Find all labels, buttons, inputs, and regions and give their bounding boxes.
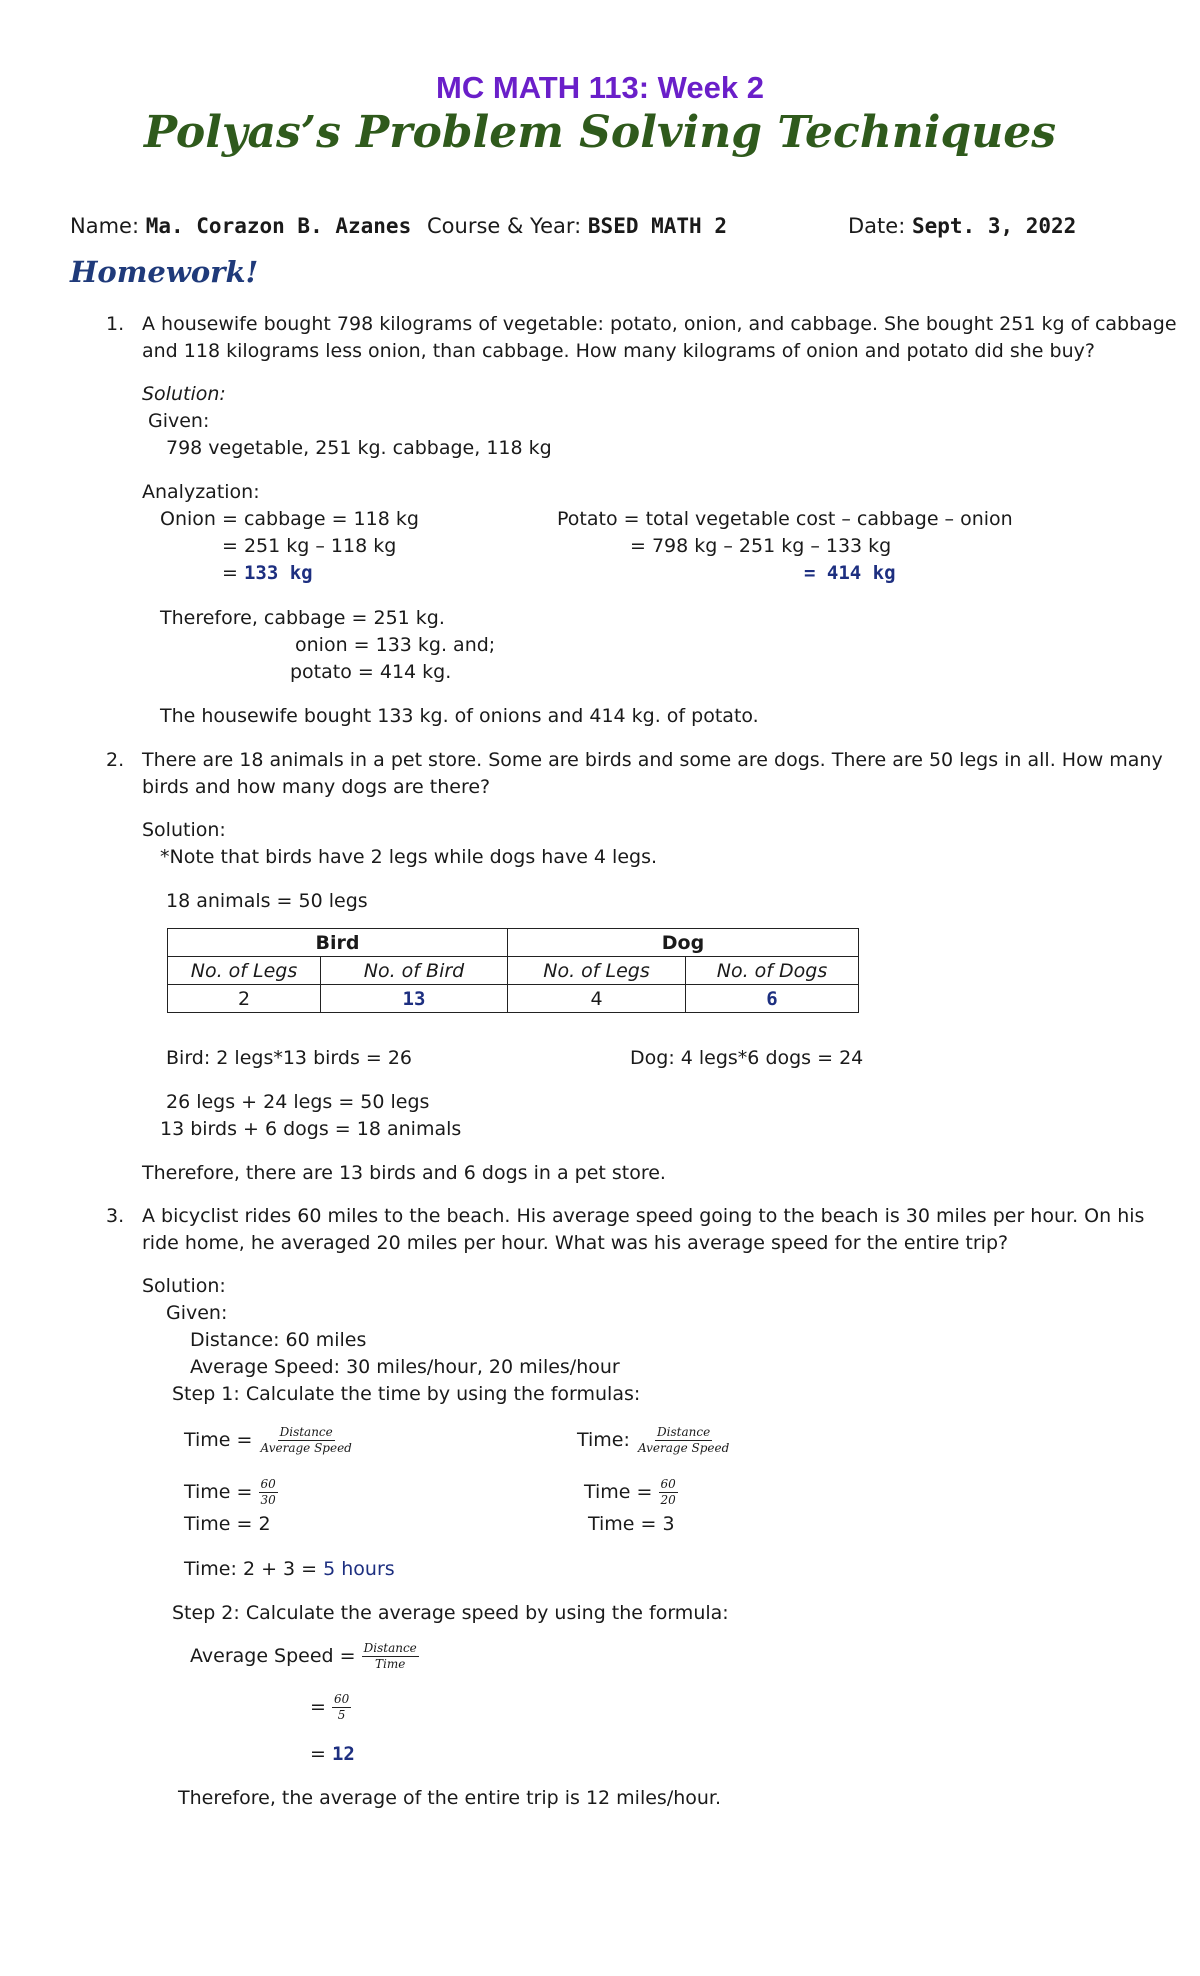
table-header-cell: No. of Bird — [321, 957, 508, 985]
q2-note: *Note that birds have 2 legs while dogs have 4 legs. — [160, 846, 658, 868]
q3-time-total — [184, 1559, 395, 1581]
sixty-over-twenty-fraction — [659, 1478, 678, 1507]
fraction-numerator: Distance — [362, 1642, 419, 1657]
q3-time-eq-label: Time = — [184, 1481, 253, 1504]
q2-text-line1: There are 18 animals in a pet store. Some are birds and some are dogs. There are 50 legs in all. How many — [142, 749, 1163, 771]
document-subtitle: Polyas’s Problem Solving Techniques — [143, 107, 1057, 158]
table-row — [168, 985, 859, 1013]
q1-potato-line2: = 798 kg – 251 kg – 133 kg — [630, 535, 892, 557]
q1-therefore-cabbage: Therefore, cabbage = 251 kg. — [160, 607, 445, 629]
q1-solution-label: Solution: — [142, 383, 226, 405]
q3-time-formula-2 — [577, 1426, 731, 1455]
q3-time-eq-label: Time = — [584, 1481, 653, 1504]
q1-potato-line1: Potato = total vegetable cost – cabbage – onion — [557, 508, 1013, 530]
q1-number: 1. — [106, 313, 125, 335]
fraction-denominator: Average Speed — [637, 1441, 730, 1456]
q3-step1: Step 1: Calculate the time by using the formulas: — [172, 1383, 641, 1405]
course-year-label: Course & Year: — [427, 214, 582, 238]
table-header-cell: No. of Legs — [508, 957, 686, 985]
course-year-value: BSED MATH 2 — [587, 214, 727, 238]
q3-speed-formula — [190, 1642, 419, 1671]
q1-analyzation-label: Analyzation: — [142, 481, 260, 503]
q3-speed-sub — [310, 1693, 351, 1722]
pet-store-table — [167, 928, 859, 1013]
q3-text-line2: ride home, he averaged 20 miles per hour. What was his average speed for the entire trip? — [142, 1232, 1009, 1254]
q3-time-result-1: Time = 2 — [184, 1513, 271, 1535]
q1-therefore-potato: potato = 414 kg. — [290, 661, 452, 683]
q1-onion-eq: = — [222, 562, 244, 584]
q3-given-label: Given: — [166, 1302, 228, 1324]
distance-over-speed-fraction — [636, 1426, 731, 1455]
course-year-field — [427, 214, 727, 238]
table-cell: 6 — [686, 985, 859, 1013]
fraction-numerator: 60 — [259, 1478, 278, 1493]
table-cell: 13 — [321, 985, 508, 1013]
fraction-denominator: 30 — [260, 1493, 276, 1508]
table-group-row — [168, 929, 859, 957]
q3-time-total-prefix: Time: 2 + 3 = — [184, 1558, 324, 1580]
q3-time-total-value: 5 hours — [323, 1558, 395, 1580]
q2-sum-legs: 26 legs + 24 legs = 50 legs — [166, 1091, 430, 1113]
fraction-denominator: Time — [375, 1657, 406, 1672]
fraction-numerator: 60 — [332, 1693, 351, 1708]
fraction-denominator: Average Speed — [260, 1441, 352, 1456]
distance-over-speed-fraction — [259, 1426, 354, 1455]
q1-onion-line2: = 251 kg – 118 kg — [222, 535, 397, 557]
q1-conclusion: The housewife bought 133 kg. of onions and 414 kg. of potato. — [160, 705, 759, 727]
name-value: Ma. Corazon B. Azanes — [145, 214, 412, 238]
fraction-denominator: 20 — [660, 1493, 676, 1508]
q3-time-eq-label: Time = — [184, 1429, 253, 1452]
sixty-over-thirty-fraction — [259, 1478, 278, 1507]
q1-onion-line1: Onion = cabbage = 118 kg — [160, 508, 419, 530]
q2-solution-label: Solution: — [142, 819, 226, 841]
name-label: Name: — [70, 214, 140, 238]
date-label: Date: — [848, 214, 906, 238]
q1-therefore-onion: onion = 133 kg. and; — [295, 634, 496, 656]
q3-time-colon-label: Time: — [577, 1429, 630, 1452]
q1-given-value: 798 vegetable, 251 kg. cabbage, 118 kg — [166, 437, 552, 459]
q1-onion-result — [222, 563, 313, 585]
table-header-row — [168, 957, 859, 985]
q1-given-label: Given: — [148, 410, 210, 432]
q1-text-line2: and 118 kilograms less onion, than cabbage. How many kilograms of onion and potato did she buy? — [142, 340, 1095, 362]
q3-speed-result — [310, 1744, 355, 1766]
course-title: MC MATH 113: Week 2 — [436, 70, 764, 105]
table-header-cell: No. of Dogs — [686, 957, 859, 985]
q3-time-sub-1 — [184, 1478, 278, 1507]
q3-time-sub-2 — [584, 1478, 678, 1507]
q2-sum-animals: 13 birds + 6 dogs = 18 animals — [160, 1118, 462, 1140]
q3-result-value: 12 — [331, 1743, 355, 1765]
q1-onion-value: 133 kg — [243, 562, 313, 584]
q2-dog-calc: Dog: 4 legs*6 dogs = 24 — [630, 1047, 864, 1069]
table-group-dog: Dog — [508, 929, 859, 957]
q3-conclusion: Therefore, the average of the entire trip is 12 miles/hour. — [178, 1787, 722, 1809]
table-header-cell: No. of Legs — [168, 957, 321, 985]
q3-given-speed: Average Speed: 30 miles/hour, 20 miles/hour — [190, 1356, 620, 1378]
q3-avg-speed-label: Average Speed = — [190, 1645, 356, 1668]
q2-number: 2. — [106, 749, 125, 771]
distance-over-time-fraction — [362, 1642, 419, 1671]
fraction-numerator: Distance — [278, 1426, 335, 1441]
homework-heading: Homework! — [70, 255, 259, 289]
q3-step2: Step 2: Calculate the average speed by using the formula: — [172, 1602, 729, 1624]
q3-text-line1: A bicyclist rides 60 miles to the beach. His average speed going to the beach is 30 miles per hour. On his — [142, 1205, 1145, 1227]
sixty-over-five-fraction — [332, 1693, 351, 1722]
q2-equation: 18 animals = 50 legs — [166, 890, 368, 912]
q3-time-formula-1 — [184, 1426, 354, 1455]
date-value: Sept. 3, 2022 — [911, 214, 1077, 238]
fraction-numerator: Distance — [655, 1426, 712, 1441]
q3-eq-sign: = — [310, 1696, 326, 1719]
table-cell: 2 — [168, 985, 321, 1013]
q2-conclusion: Therefore, there are 13 birds and 6 dogs in a pet store. — [142, 1162, 666, 1184]
table-group-bird: Bird — [168, 929, 508, 957]
q3-given-distance: Distance: 60 miles — [190, 1329, 367, 1351]
fraction-numerator: 60 — [659, 1478, 678, 1493]
table-cell: 4 — [508, 985, 686, 1013]
q3-number: 3. — [106, 1205, 125, 1227]
q3-solution-label: Solution: — [142, 1275, 226, 1297]
q2-text-line2: birds and how many dogs are there? — [142, 776, 491, 798]
fraction-denominator: 5 — [337, 1708, 346, 1723]
q1-text-line1: A housewife bought 798 kilograms of vegetable: potato, onion, and cabbage. She bought 251 kg of cabbage — [142, 313, 1177, 335]
q3-result-eq: = — [310, 1743, 332, 1765]
date-field — [848, 214, 1076, 238]
q2-bird-calc: Bird: 2 legs*13 birds = 26 — [166, 1047, 413, 1069]
name-field — [70, 214, 411, 238]
q1-potato-result: = 414 kg — [804, 562, 896, 584]
q3-time-result-2: Time = 3 — [588, 1513, 675, 1535]
